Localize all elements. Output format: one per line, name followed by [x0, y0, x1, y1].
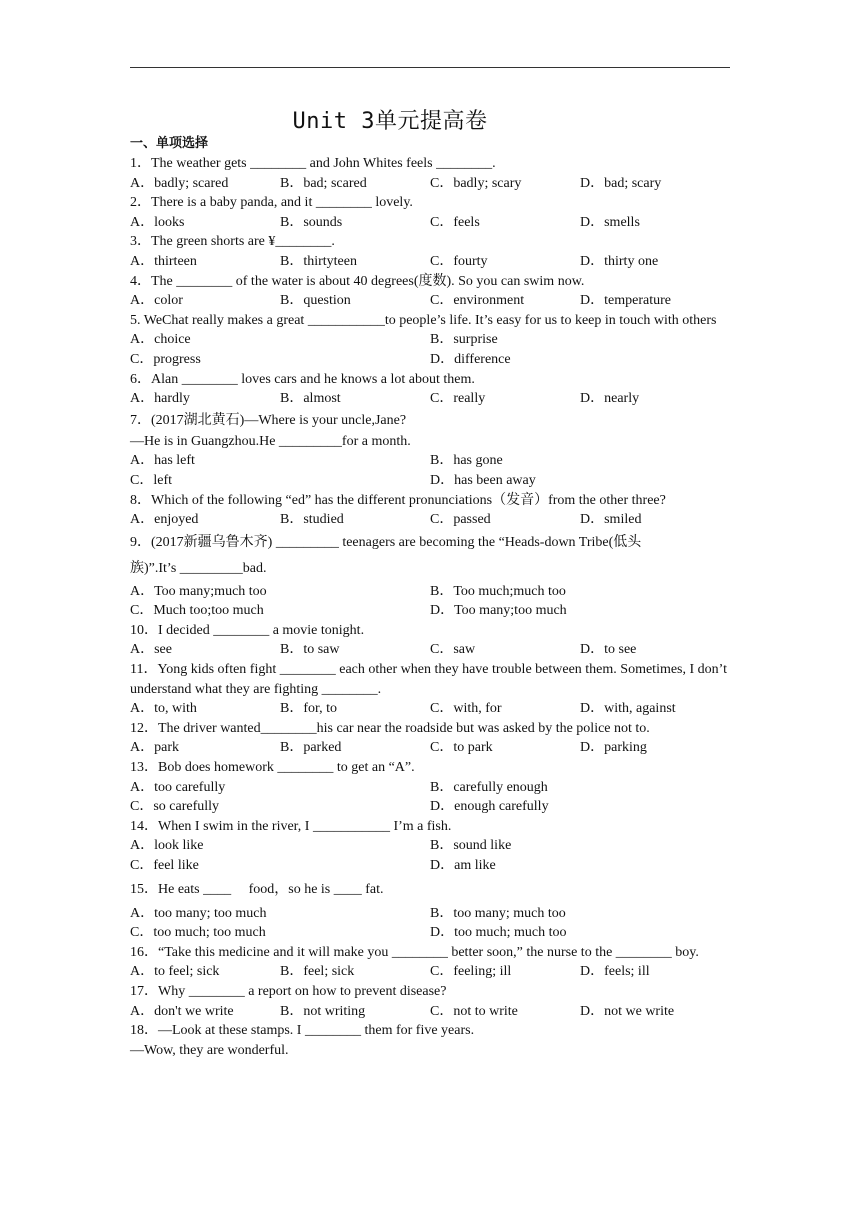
- option-c: C．feeling; ill: [430, 964, 512, 980]
- option-b: B．Too much;much too: [430, 583, 566, 599]
- question-options: [130, 213, 735, 233]
- option-b: B．too many; much too: [430, 905, 566, 921]
- option-a: A．thirteen: [130, 253, 197, 269]
- option-c: C．so carefully: [130, 799, 220, 815]
- question-options: [130, 640, 735, 660]
- question-options: [130, 738, 735, 758]
- option-c: C．left: [130, 472, 172, 488]
- option-b: B．studied: [280, 512, 344, 528]
- option-b: B．parked: [280, 740, 342, 756]
- option-a: A．to feel; sick: [130, 964, 220, 980]
- option-c: C．with, for: [430, 701, 502, 717]
- option-d: D．not we write: [580, 1003, 675, 1019]
- option-c: C．Much too;too much: [130, 603, 264, 619]
- question-stem: 15．He eats ____ food，so he is ____ fat.: [130, 881, 384, 897]
- option-d: D．enough carefully: [430, 799, 549, 815]
- question-stem: 10．I decided ________ a movie tonight.: [130, 622, 365, 638]
- question-options: [130, 582, 735, 602]
- section-heading: 一、单项选择: [130, 136, 209, 151]
- option-b: B．thirtyteen: [280, 253, 357, 269]
- question-stem-cont: —Wow, they are wonderful.: [130, 1042, 289, 1058]
- option-c: C．fourty: [430, 253, 488, 269]
- question-stem: 1．The weather gets ________ and John Whites feels ________.: [130, 156, 496, 171]
- question-stem-cont: 族)”.It’s _________bad.: [130, 560, 267, 576]
- question-options: [130, 923, 735, 943]
- option-a: A．too many; too much: [130, 905, 267, 921]
- question-options: [130, 699, 735, 719]
- option-a: A．enjoyed: [130, 512, 199, 528]
- question-options: [130, 330, 735, 350]
- option-d: D．thirty one: [580, 253, 659, 269]
- option-c: C．passed: [430, 512, 491, 528]
- question-stem: 6．Alan ________ loves cars and he knows a lot about them.: [130, 371, 475, 387]
- question-options: [130, 856, 735, 876]
- question-options: [130, 389, 735, 409]
- question-stem: 16．“Take this medicine and it will make you ________ better soon,” the nurse to the ________ boy.: [130, 944, 699, 960]
- option-d: D．feels; ill: [580, 964, 650, 980]
- option-c: C．to park: [430, 740, 493, 756]
- question-stem: 7．(2017湖北黄石)—Where is your uncle,Jane?: [130, 412, 407, 428]
- question-options: [130, 451, 735, 471]
- question-options: [130, 962, 735, 982]
- header-rule: [130, 67, 730, 68]
- question-stem: 14．When I swim in the river, I ___________ I’m a fish.: [130, 818, 452, 834]
- question-stem: 13．Bob does homework ________ to get an “A”.: [130, 760, 415, 776]
- question-stem: 5. WeChat really makes a great ___________to people’s life. It’s easy for us to keep in touch with others: [130, 312, 717, 328]
- option-b: B．for, to: [280, 701, 337, 717]
- question-stem: 17．Why ________ a report on how to prevent disease?: [130, 983, 447, 999]
- question-stem: 8．Which of the following “ed” has the different pronunciations（发音）from the other three?: [130, 492, 666, 508]
- option-a: A．hardly: [130, 391, 190, 407]
- option-a: A．Too many;much too: [130, 583, 267, 599]
- option-b: B．has gone: [430, 453, 503, 469]
- question-options: [130, 471, 735, 491]
- option-c: C．environment: [430, 293, 525, 309]
- question-list: [130, 134, 735, 1060]
- option-d: D．too much; much too: [430, 925, 567, 941]
- option-c: C．feel like: [130, 858, 199, 873]
- question-stem: 3．The green shorts are ¥________.: [130, 234, 335, 250]
- option-d: D．am like: [430, 858, 496, 873]
- option-d: D．difference: [430, 351, 511, 367]
- option-a: A．to, with: [130, 701, 197, 717]
- question-stem: 9．(2017新疆乌鲁木齐) _________ teenagers are becoming the “Heads-down Tribe(低头: [130, 534, 642, 550]
- option-b: B．sound like: [430, 838, 512, 854]
- option-c: C．progress: [130, 351, 201, 367]
- question-stem: 2．There is a baby panda, and it ________ lovely.: [130, 195, 413, 211]
- option-d: D．smells: [580, 214, 640, 230]
- option-a: A．has left: [130, 453, 195, 469]
- option-a: A．choice: [130, 332, 191, 348]
- option-c: C．saw: [430, 642, 476, 658]
- option-b: B．to saw: [280, 642, 340, 658]
- option-c: C．not to write: [430, 1003, 518, 1019]
- option-b: B．feel; sick: [280, 964, 355, 980]
- option-d: D．temperature: [580, 293, 671, 309]
- question-options: [130, 601, 735, 621]
- option-b: B．question: [280, 293, 351, 309]
- question-options: [130, 350, 735, 370]
- question-stem: 18．—Look at these stamps. I ________ them for five years.: [130, 1023, 475, 1039]
- question-options: [130, 252, 735, 272]
- option-a: A．look like: [130, 838, 204, 854]
- option-d: D．to see: [580, 642, 637, 658]
- option-d: D．has been away: [430, 472, 536, 488]
- option-b: B．bad; scared: [280, 175, 367, 191]
- option-a: A．too carefully: [130, 779, 226, 795]
- option-b: B．surprise: [430, 332, 498, 348]
- option-c: C．really: [430, 391, 486, 407]
- option-d: D．nearly: [580, 391, 640, 407]
- question-options: [130, 291, 735, 311]
- question-options: [130, 778, 735, 798]
- option-d: D．bad; scary: [580, 175, 662, 191]
- option-a: A．color: [130, 293, 183, 309]
- option-d: D．parking: [580, 740, 647, 756]
- option-b: B．sounds: [280, 214, 343, 230]
- question-options: [130, 836, 735, 856]
- option-a: A．see: [130, 642, 172, 658]
- option-c: C．feels: [430, 214, 480, 230]
- question-stem: 12．The driver wanted________his car near the roadside but was asked by the police not to.: [130, 720, 650, 736]
- question-options: [130, 1002, 735, 1022]
- question-options: [130, 174, 735, 194]
- option-b: B．not writing: [280, 1003, 366, 1019]
- page-title: Unit 3单元提高卷: [292, 109, 488, 134]
- question-options: [130, 904, 735, 924]
- question-stem-cont: —He is in Guangzhou.He _________for a month.: [130, 433, 411, 449]
- question-options: [130, 510, 735, 530]
- option-a: A．park: [130, 740, 179, 756]
- option-b: B．carefully enough: [430, 779, 548, 795]
- option-b: B．almost: [280, 391, 341, 407]
- option-a: A．looks: [130, 214, 185, 230]
- option-a: A．badly; scared: [130, 175, 229, 191]
- question-stem: 4．The ________ of the water is about 40 degrees(度数). So you can swim now.: [130, 273, 585, 289]
- question-options: [130, 797, 735, 817]
- option-d: D．smiled: [580, 512, 642, 528]
- option-d: D．Too many;too much: [430, 603, 567, 619]
- option-c: C．badly; scary: [430, 175, 522, 191]
- option-d: D．with, against: [580, 701, 676, 717]
- option-a: A．don't we write: [130, 1003, 234, 1019]
- question-stem: 11．Yong kids often fight ________ each other when they have trouble between them. Sometimes, I don’t understand what they are fighting ________.: [130, 662, 727, 697]
- option-c: C．too much; too much: [130, 925, 266, 941]
